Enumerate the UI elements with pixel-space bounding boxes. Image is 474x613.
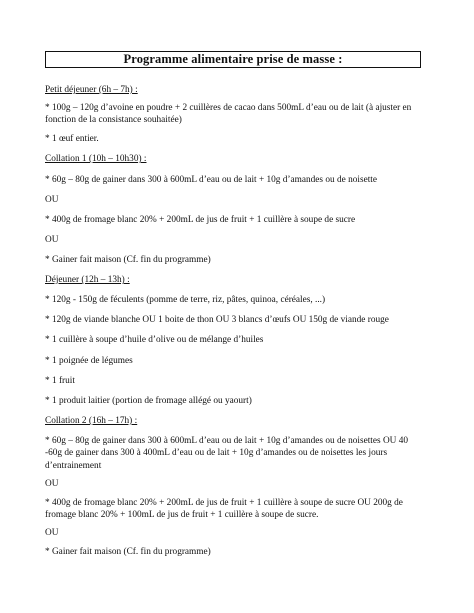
section-heading-dejeuner: Déjeuner (12h – 13h) : (45, 275, 130, 285)
paragraph-fruit: * 1 fruit (45, 376, 75, 386)
section-heading-collation-1: Collation 1 (10h – 10h30) : (45, 154, 147, 164)
paragraph-legumes: * 1 poignée de légumes (45, 356, 133, 366)
paragraph-oeuf: * 1 œuf entier. (45, 134, 99, 144)
paragraph-huile: * 1 cuillère à soupe d’huile d’olive ou de mélange d’huiles (45, 335, 264, 345)
separator-ou-4: OU (45, 528, 59, 538)
paragraph-produit-laitier: * 1 produit laitier (portion de fromage allégé ou yaourt) (45, 396, 252, 406)
separator-ou-3: OU (45, 479, 59, 489)
paragraph-fromage-2: * 400g de fromage blanc 20% + 200mL de jus de fruit + 1 cuillère à soupe de sucre OU 200g de fromage blanc 20% + 100mL de jus de fruit + 1 cuillère à soupe de sucre. (45, 498, 403, 521)
paragraph-feculents: * 120g - 150g de féculents (pomme de terre, riz, pâtes, quinoa, céréales, ...) (45, 295, 326, 305)
paragraph-gainer-2: * 60g – 80g de gainer dans 300 à 600mL d’eau ou de lait + 10g d’amandes ou de noisettes OU 40 -60g de gainer dans 300 à 400mL d’eau ou de lait + 10g d’amandes ou de noisettes les jours d’entrainement (45, 436, 409, 471)
section-heading-petit-dejeuner: Petit déjeuner (6h – 7h) : (45, 85, 138, 95)
page-title: Programme alimentaire prise de masse : (123, 52, 343, 66)
separator-ou-2: OU (45, 235, 59, 245)
separator-ou-1: OU (45, 195, 59, 205)
paragraph-gainer-maison-1: * Gainer fait maison (Cf. fin du programme) (45, 255, 211, 265)
paragraph-gainer-maison-2: * Gainer fait maison (Cf. fin du programme) (45, 547, 211, 557)
title-box (45, 51, 421, 68)
section-heading-collation-2: Collation 2 (16h – 17h) : (45, 416, 138, 426)
paragraph-viande: * 120g de viande blanche OU 1 boite de thon OU 3 blancs d’œufs OU 150g de viande rouge (45, 315, 389, 325)
paragraph-fromage-1: * 400g de fromage blanc 20% + 200mL de jus de fruit + 1 cuillère à soupe de sucre (45, 215, 356, 225)
paragraph-gainer-1: * 60g – 80g de gainer dans 300 à 600mL d’eau ou de lait + 10g d’amandes ou de noisette (45, 175, 378, 185)
paragraph-avoine: * 100g – 120g d’avoine en poudre + 2 cuillères de cacao dans 500mL d’eau ou de lait (à ajuster en fonction de la consistance souhaitée) (45, 103, 412, 126)
